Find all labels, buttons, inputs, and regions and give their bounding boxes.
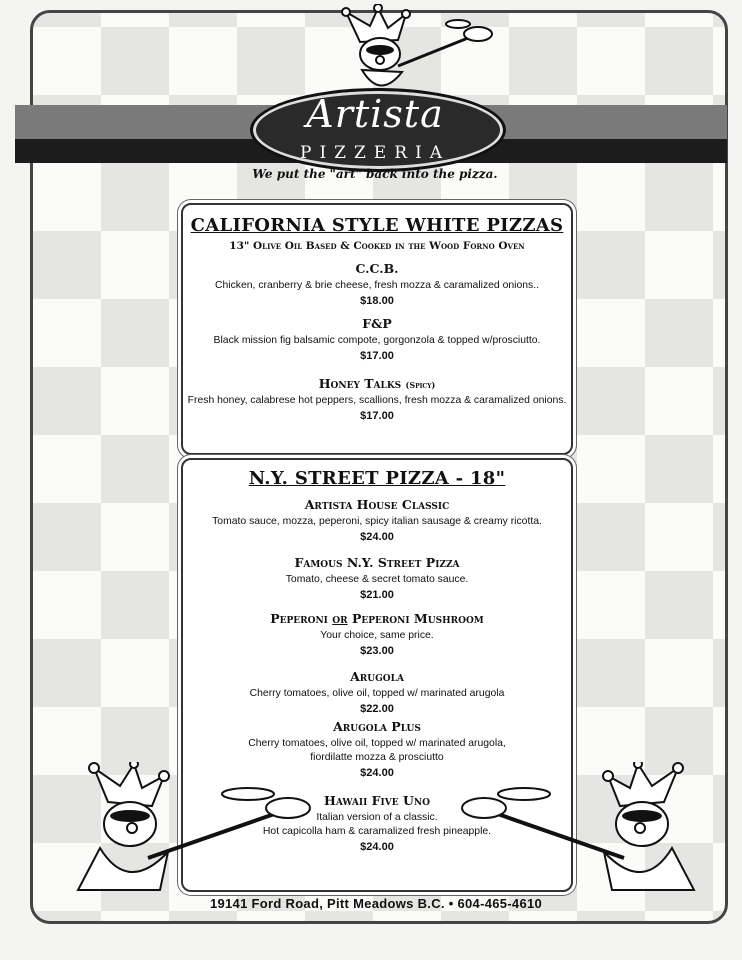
item-price: $22.00 [360,703,394,715]
item-price: $24.00 [360,531,394,543]
jester-mascot-top-icon [318,4,498,100]
item-note: (Spicy) [405,380,436,390]
section-title: CALIFORNIA STYLE WHITE PIZZAS [190,215,564,236]
item-name-row [183,376,571,391]
logo-tagline: We put the "art" back into the pizza. [252,167,498,181]
item-name: Arugola [350,669,404,684]
item-name-a: Peperoni [270,611,328,626]
item-description-2: Hot capicolla ham & caramalized fresh pineapple. [262,826,492,837]
item-description: Tomato, cheese & secret tomato sauce. [285,574,469,585]
item-name: F&P [362,316,392,331]
item-description-2: fiordilatte mozza & prosciutto [310,752,444,763]
item-name: Honey Talks [318,376,402,391]
item-description: Cherry tomatoes, olive oil, topped w/ marinated arugola, [248,738,506,749]
logo-title: Artista [306,92,444,136]
item-description: Italian version of a classic. [316,812,438,823]
item-name-or: or [332,611,348,626]
item-description: Fresh honey, calabrese hot peppers, scallions, fresh mozza & caramalized onions. [187,395,567,406]
item-price: $18.00 [360,295,394,307]
item-name: Artista House Classic [304,497,450,512]
california-section [181,203,573,455]
item-price: $23.00 [360,645,394,657]
item-price: $21.00 [360,589,394,601]
item-name: C.C.B. [355,261,399,276]
item-name-row [183,611,571,626]
item-name: Famous N.Y. Street Pizza [294,555,460,570]
item-description: Tomato sauce, mozza, peperoni, spicy italian sausage & creamy ricotta. [212,516,542,527]
item-name: Arugola Plus [333,719,421,734]
item-price: $24.00 [360,767,394,779]
item-name-b: Peperoni Mushroom [351,611,484,626]
item-description: Your choice, same price. [320,630,434,641]
item-description: Chicken, cranberry & brie cheese, fresh mozza & caramalized onions.. [215,280,539,291]
section-title: N.Y. STREET PIZZA - 18" [248,468,506,489]
section-subtitle: 13" Olive Oil Based & Cooked in the Wood Forno Oven [229,240,525,252]
item-price: $17.00 [360,410,394,422]
item-price: $17.00 [360,350,394,362]
logo-subtitle: PIZZERIA [300,143,450,163]
jester-mascot-right-icon [452,762,714,898]
footer-address: 19141 Ford Road, Pitt Meadows B.C. • 604-465-4610 [209,896,543,911]
item-name: Hawaii Five Uno [324,793,430,808]
item-description: Black mission fig balsamic compote, gorgonzola & topped w/prosciutto. [213,335,541,346]
item-price: $24.00 [360,841,394,853]
jester-mascot-left-icon [58,762,320,898]
item-description: Cherry tomatoes, olive oil, topped w/ marinated arugola [249,688,505,699]
